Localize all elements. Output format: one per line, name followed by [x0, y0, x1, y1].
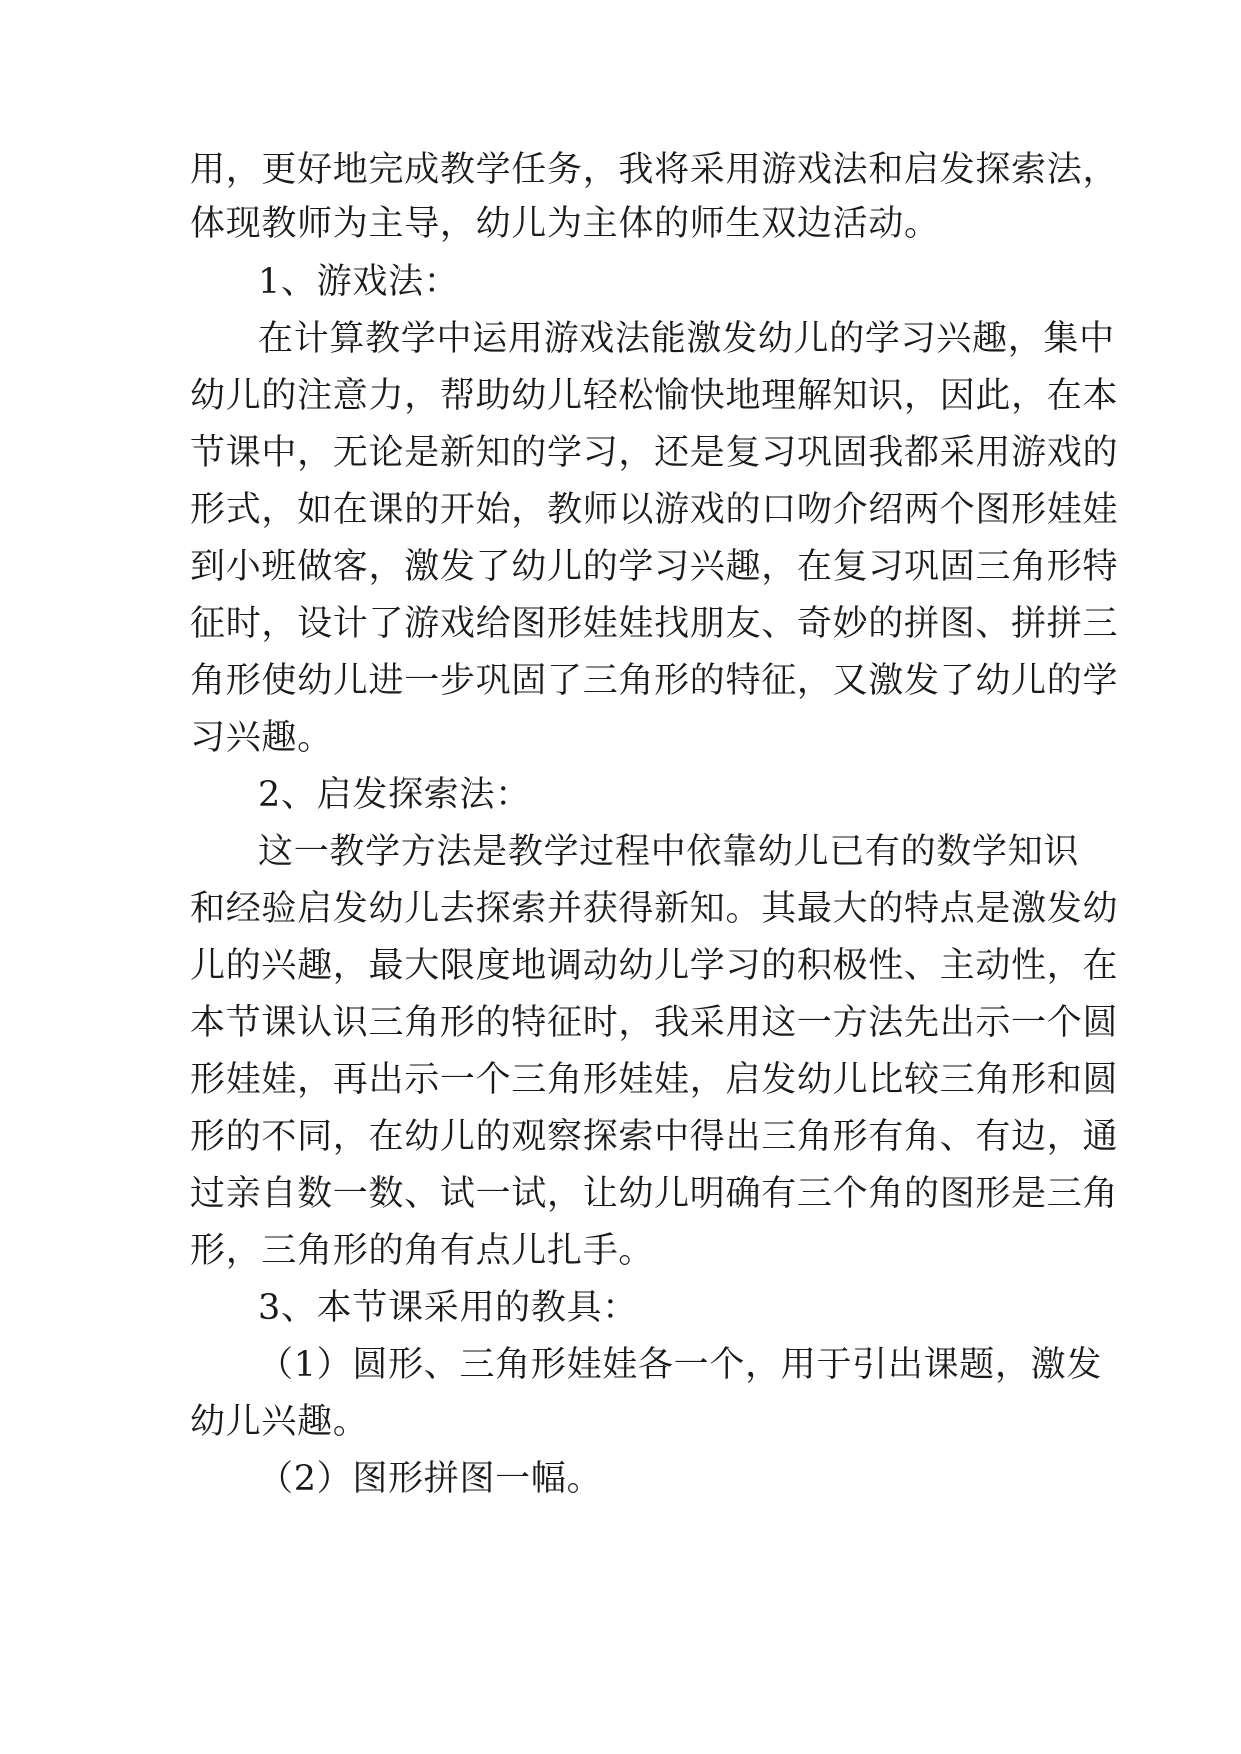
- list-item: （2）图形拼图一幅。: [258, 1459, 603, 1499]
- text-line: 和经验启发幼儿去探索并获得新知。其最大的特点是激发幼: [190, 889, 1119, 929]
- text-line: 儿的兴趣，最大限度地调动幼儿学习的积极性、主动性，在: [190, 946, 1119, 986]
- text-line: 幼儿兴趣。: [190, 1402, 369, 1442]
- text-line: 形，三角形的角有点儿扎手。: [190, 1231, 655, 1271]
- text-line: 在计算教学中运用游戏法能激发幼儿的学习兴趣，集中: [258, 319, 1115, 359]
- text-line: 幼儿的注意力，帮助幼儿轻松愉快地理解知识，因此，在本: [190, 376, 1119, 416]
- text-line: 过亲自数一数、试一试，让幼儿明确有三个角的图形是三角: [190, 1174, 1119, 1214]
- text-line: 到小班做客，激发了幼儿的学习兴趣，在复习巩固三角形特: [190, 547, 1119, 587]
- text-line: 角形使幼儿进一步巩固了三角形的特征，又激发了幼儿的学: [190, 661, 1119, 701]
- text-line: 节课中，无论是新知的学习，还是复习巩固我都采用游戏的: [190, 433, 1119, 473]
- text-line: 征时，设计了游戏给图形娃娃找朋友、奇妙的拼图、拼拼三: [190, 604, 1119, 644]
- text-line: 形的不同，在幼儿的观察探索中得出三角形有角、有边，通: [190, 1117, 1119, 1157]
- section-heading: 2、启发探索法：: [258, 775, 531, 815]
- section-heading: 1、游戏法：: [258, 262, 460, 302]
- text-line: 用，更好地完成教学任务，我将采用游戏法和启发探索法，: [190, 150, 1119, 190]
- text-line: 习兴趣。: [190, 718, 333, 758]
- text-line: 本节课认识三角形的特征时，我采用这一方法先出示一个圆: [190, 1003, 1119, 1043]
- text-line: 形式，如在课的开始，教师以游戏的口吻介绍两个图形娃娃: [190, 490, 1119, 530]
- text-line: 体现教师为主导，幼儿为主体的师生双边活动。: [190, 204, 940, 244]
- list-item: （1）圆形、三角形娃娃各一个，用于引出课题，激发: [258, 1345, 1103, 1385]
- text-line: 形娃娃，再出示一个三角形娃娃，启发幼儿比较三角形和圆: [190, 1060, 1119, 1100]
- section-heading: 3、本节课采用的教具：: [258, 1288, 638, 1328]
- text-line: 这一教学方法是教学过程中依靠幼儿已有的数学知识: [258, 832, 1080, 872]
